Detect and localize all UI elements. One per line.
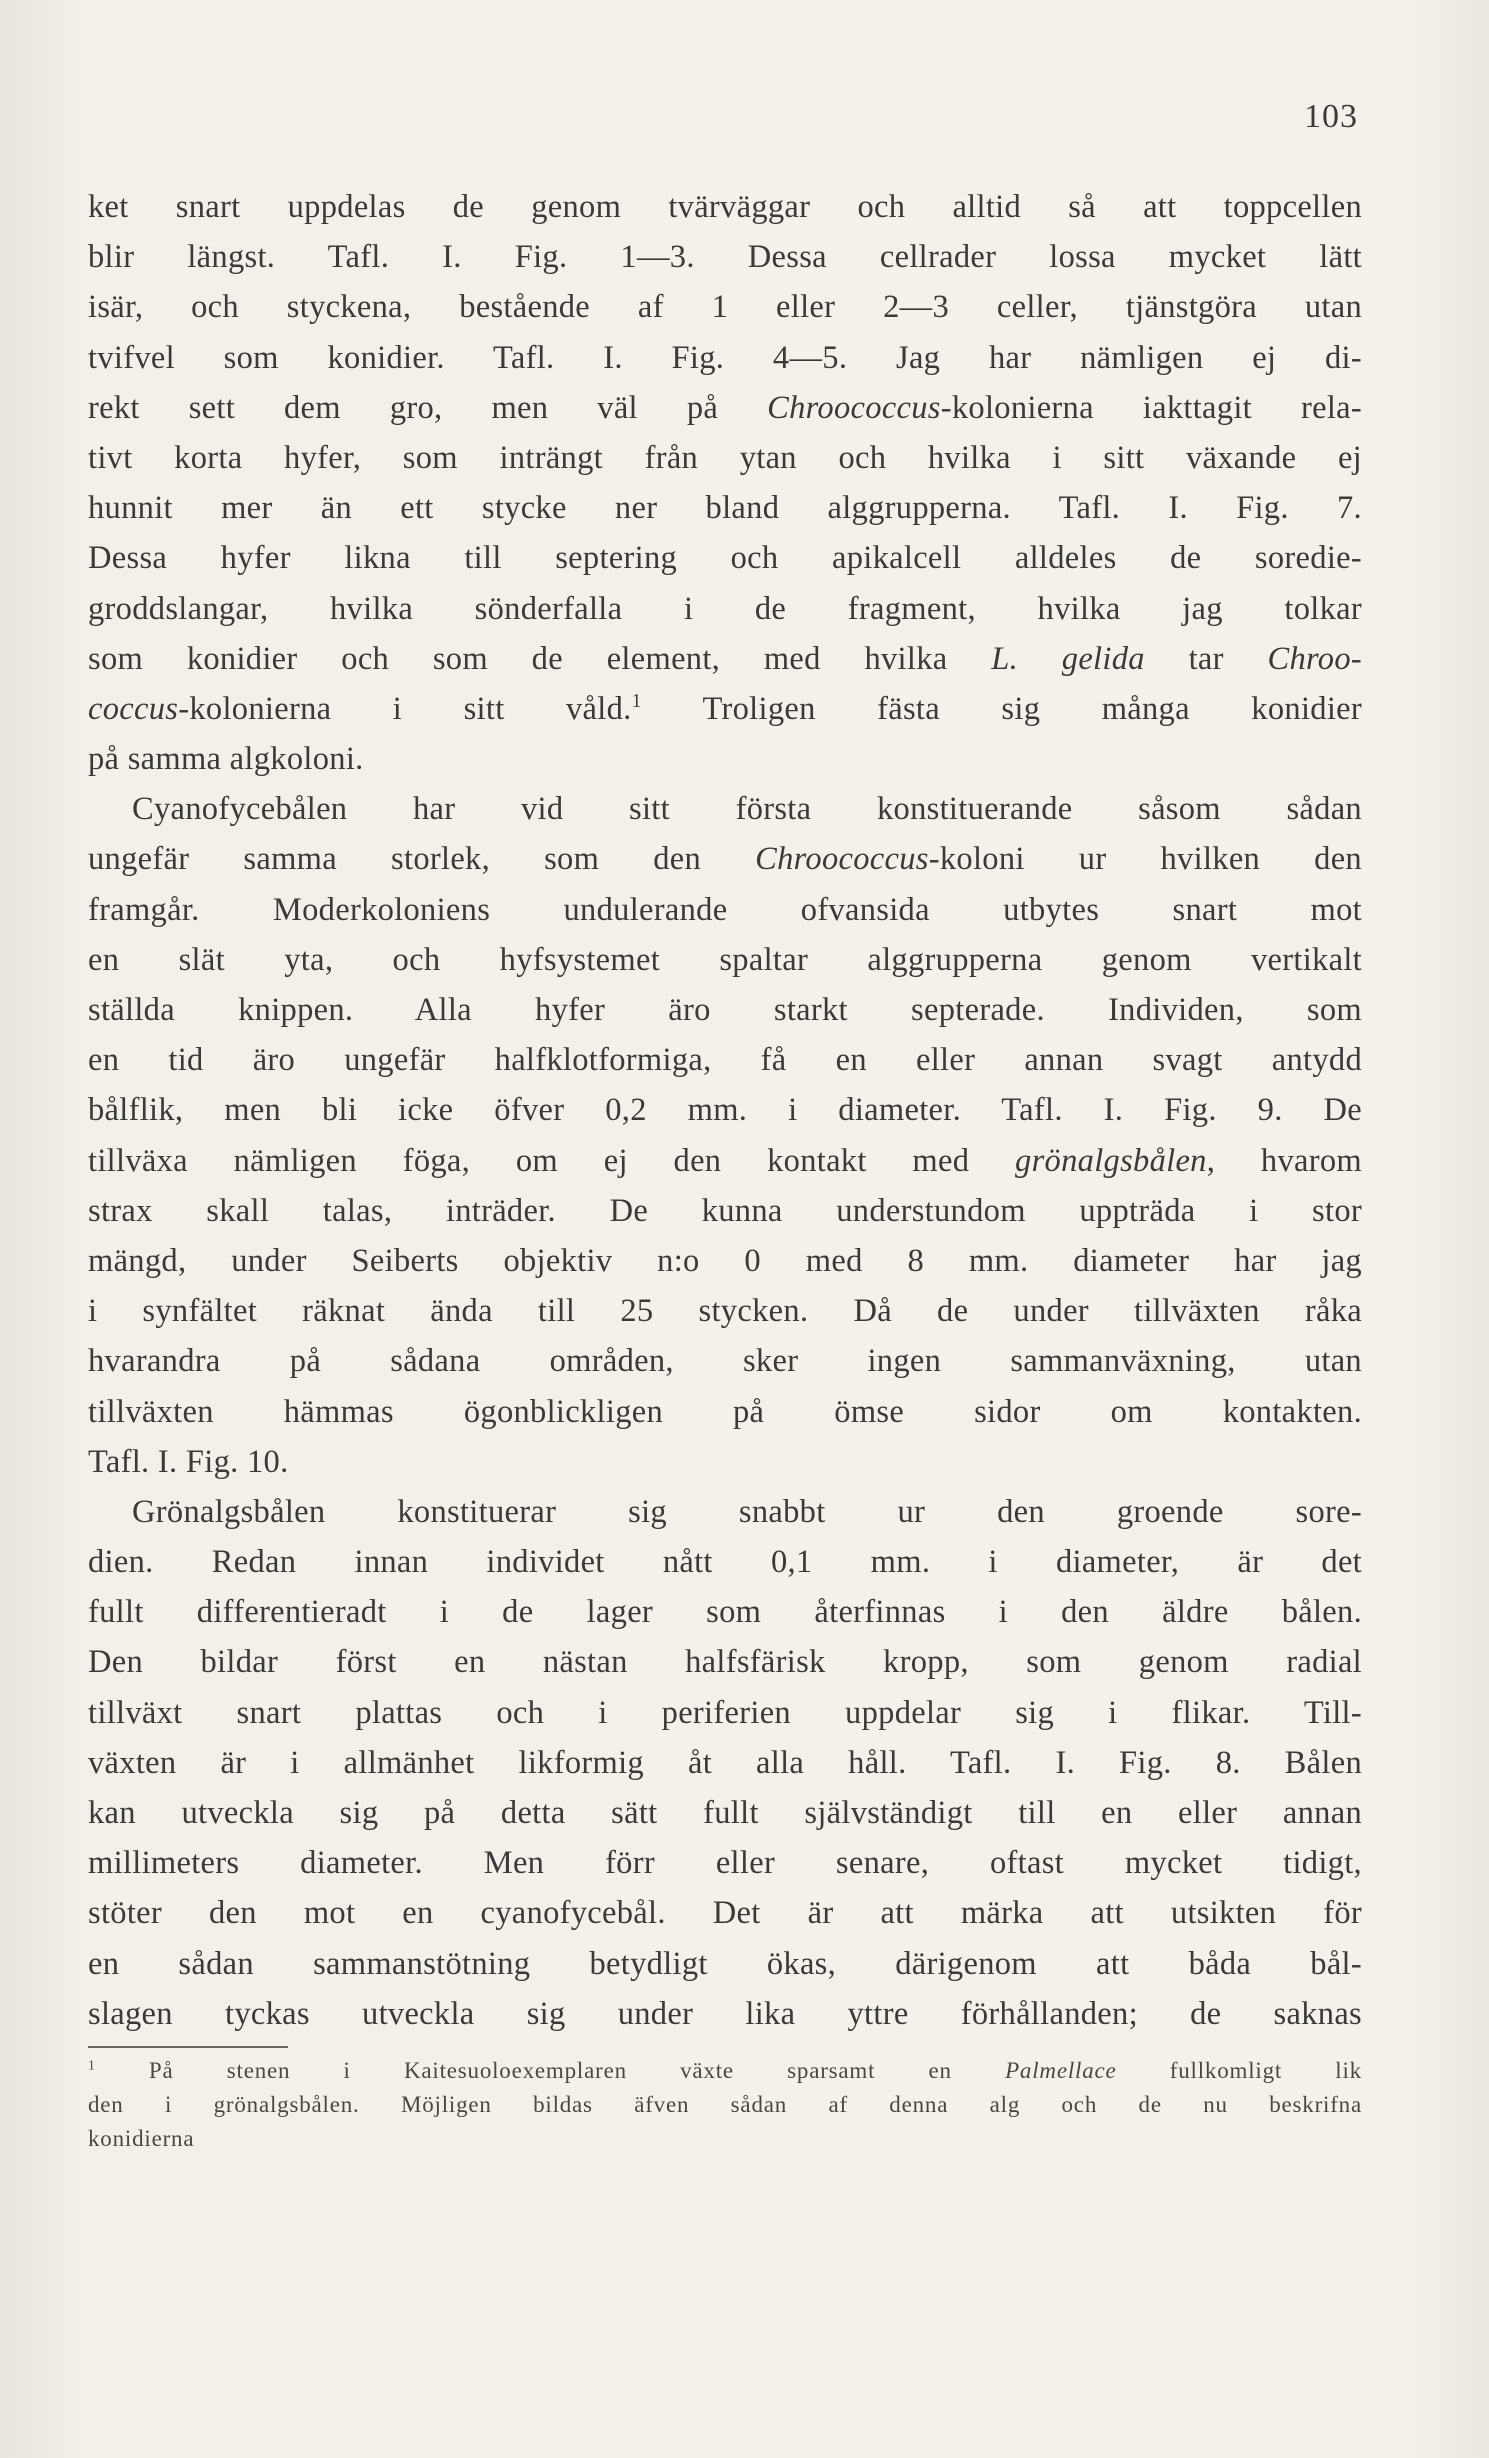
text-run: mängd, under Seiberts objektiv n:o 0 med 8 mm. diameter har jag bbox=[88, 1242, 1362, 1279]
text-line bbox=[88, 784, 1362, 834]
text-line bbox=[88, 1688, 1362, 1738]
text-line bbox=[88, 1838, 1362, 1888]
text-run: en slät yta, och hyfsystemet spaltar alggrupperna genom vertikalt bbox=[88, 941, 1362, 978]
text-run: ket snart uppdelas de genom tvärväggar och alltid så att toppcellen bbox=[88, 189, 1362, 225]
text-run: fullkomligt lik bbox=[1116, 2058, 1362, 2083]
text-run: strax skall talas, inträder. De kunna understundom uppträda i stor bbox=[88, 1192, 1362, 1229]
text-line bbox=[88, 1236, 1362, 1286]
text-run: den i grönalgsbålen. Möjligen bildas äfven sådan af denna alg och de nu beskrifna bbox=[88, 2092, 1362, 2117]
text-run: -kolonierna i sitt våld. bbox=[178, 690, 632, 727]
text-line bbox=[88, 1387, 1362, 1437]
text-run: isär, och styckena, bestående af 1 eller 2—3 celler, tjänstgöra utan bbox=[88, 289, 1362, 326]
text-line bbox=[88, 1186, 1362, 1236]
text-run: slagen tyckas utveckla sig under lika yttre förhållanden; de saknas bbox=[88, 1995, 1362, 2032]
footnote-line bbox=[88, 2054, 1362, 2088]
text-run: rekt sett dem gro, men väl på bbox=[88, 389, 768, 426]
text-run: fullt differentieradt i de lager som återfinnas i den äldre bålen. bbox=[88, 1594, 1362, 1631]
text-line bbox=[88, 935, 1362, 985]
text-run: millimeters diameter. Men förr eller senare, oftast mycket tidigt, bbox=[88, 1845, 1362, 1882]
text-run: Den bildar först en nästan halfsfärisk kropp, som genom radial bbox=[88, 1644, 1362, 1681]
footnote-marker: 1 bbox=[631, 691, 642, 713]
text-run: Cyanofycebålen har vid sitt första konstituerande såsom sådan bbox=[132, 791, 1362, 828]
text-run: tillväxt snart plattas och i periferien uppdelar sig i flikar. Till- bbox=[88, 1694, 1362, 1731]
text-line bbox=[88, 483, 1362, 533]
text-run: tillväxa nämligen föga, om ej den kontakt med bbox=[88, 1142, 1016, 1179]
text-line bbox=[88, 433, 1362, 483]
text-line bbox=[88, 584, 1362, 634]
italic-term: grönalgsbålen bbox=[1015, 1142, 1207, 1179]
text-line bbox=[88, 1286, 1362, 1336]
text-line bbox=[88, 1136, 1362, 1186]
text-run: tivt korta hyfer, som inträngt från ytan och hvilka i sitt växande ej bbox=[88, 439, 1362, 476]
text-line bbox=[88, 1587, 1362, 1637]
text-line bbox=[88, 383, 1362, 433]
text-run: groddslangar, hvilka sönderfalla i de fragment, hvilka jag tolkar bbox=[88, 590, 1362, 627]
text-line bbox=[88, 1788, 1362, 1838]
text-run: , hvarom bbox=[1206, 1142, 1362, 1179]
text-line bbox=[88, 333, 1362, 383]
text-run: tar bbox=[1144, 640, 1268, 677]
text-line bbox=[88, 182, 1362, 232]
text-run: -kolonierna iakttagit rela- bbox=[940, 389, 1362, 426]
text-line bbox=[88, 533, 1362, 583]
text-line bbox=[88, 734, 1362, 784]
text-run: blir längst. Tafl. I. Fig. 1—3. Dessa cellrader lossa mycket lätt bbox=[88, 239, 1362, 276]
footnote-marker: 1 bbox=[88, 2057, 96, 2073]
footnotes bbox=[88, 2054, 1362, 2156]
text-run: i synfältet räknat ända till 25 stycken. Då de under tillväxten råka bbox=[88, 1293, 1362, 1330]
text-run: en sådan sammanstötning betydligt ökas, därigenom att båda bål- bbox=[88, 1945, 1362, 1982]
italic-term: Chroococcus bbox=[755, 841, 929, 878]
body-text bbox=[88, 182, 1362, 2039]
text-line bbox=[88, 1888, 1362, 1938]
italic-term: coccus bbox=[88, 690, 179, 727]
text-line bbox=[88, 1085, 1362, 1135]
text-run: framgår. Moderkoloniens undulerande ofvansida utbytes snart mot bbox=[88, 891, 1362, 928]
text-run: hunnit mer än ett stycke ner bland alggrupperna. Tafl. I. Fig. 7. bbox=[88, 490, 1362, 527]
text-run: Dessa hyfer likna till septering och apikalcell alldeles de soredie- bbox=[88, 540, 1362, 577]
text-line bbox=[88, 1637, 1362, 1687]
text-run: bålflik, men bli icke öfver 0,2 mm. i diameter. Tafl. I. Fig. 9. De bbox=[88, 1092, 1362, 1129]
text-run: På stenen i Kaitesuoloexemplaren växte sparsamt en bbox=[95, 2058, 1006, 2083]
text-run: Grönalgsbålen konstituerar sig snabbt ur den groende sore- bbox=[132, 1493, 1362, 1530]
text-run: hvarandra på sådana områden, sker ingen sammanväxning, utan bbox=[88, 1343, 1362, 1380]
text-line bbox=[88, 1537, 1362, 1587]
italic-term: Chroococcus bbox=[767, 389, 941, 426]
page-number: 103 bbox=[1304, 98, 1358, 135]
text-line bbox=[88, 1336, 1362, 1386]
text-run: växten är i allmänhet likformig åt alla håll. Tafl. I. Fig. 8. Bålen bbox=[88, 1744, 1362, 1781]
text-run: tvifvel som konidier. Tafl. I. Fig. 4—5. Jag har nämligen ej di- bbox=[88, 339, 1362, 376]
text-line bbox=[88, 282, 1362, 332]
text-run: på samma algkoloni. bbox=[88, 741, 364, 778]
text-run: Troligen fästa sig många konidier bbox=[641, 690, 1362, 727]
text-line bbox=[88, 1437, 1362, 1487]
text-line bbox=[88, 985, 1362, 1035]
text-line bbox=[88, 1989, 1362, 2039]
text-line bbox=[88, 1487, 1362, 1537]
text-run: konidierna bbox=[88, 2126, 195, 2151]
italic-term: Palmellace bbox=[1005, 2058, 1117, 2083]
text-line bbox=[88, 834, 1362, 884]
text-line bbox=[88, 684, 1362, 734]
text-run: stöter den mot en cyanofycebål. Det är att märka att utsikten för bbox=[88, 1895, 1362, 1932]
italic-term: Chroo- bbox=[1267, 640, 1362, 677]
text-run: -koloni ur hvilken den bbox=[928, 841, 1362, 878]
footnote-rule bbox=[88, 2046, 288, 2048]
text-run: en tid äro ungefär halfklotformiga, få en eller annan svagt antydd bbox=[88, 1042, 1362, 1079]
text-line bbox=[88, 1738, 1362, 1788]
italic-term: L. gelida bbox=[991, 640, 1145, 677]
text-line bbox=[88, 885, 1362, 935]
text-run: som konidier och som de element, med hvilka bbox=[88, 640, 992, 677]
text-line bbox=[88, 232, 1362, 282]
text-line bbox=[88, 1939, 1362, 1989]
text-run: dien. Redan innan individet nått 0,1 mm. i diameter, är det bbox=[88, 1544, 1362, 1581]
text-run: ungefär samma storlek, som den bbox=[88, 841, 756, 878]
text-run: tillväxten hämmas ögonblickligen på ömse sidor om kontakten. bbox=[88, 1393, 1362, 1430]
footnote-line bbox=[88, 2122, 1362, 2156]
text-line bbox=[88, 1035, 1362, 1085]
text-run: ställda knippen. Alla hyfer äro starkt septerade. Individen, som bbox=[88, 992, 1362, 1028]
footnote-line bbox=[88, 2088, 1362, 2122]
text-run: kan utveckla sig på detta sätt fullt självständigt till en eller annan bbox=[88, 1795, 1362, 1831]
text-line bbox=[88, 634, 1362, 684]
text-run: Tafl. I. Fig. 10. bbox=[88, 1443, 289, 1480]
